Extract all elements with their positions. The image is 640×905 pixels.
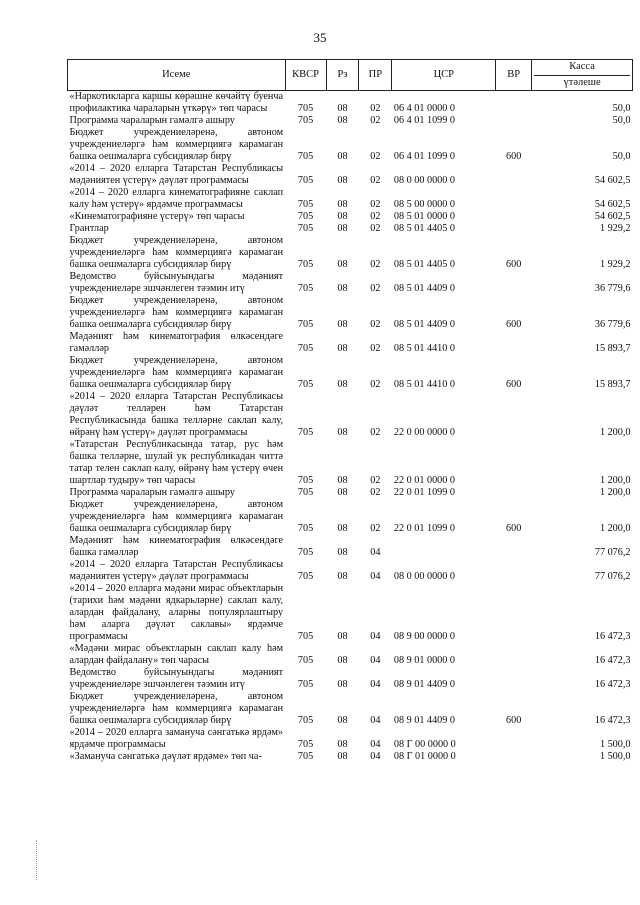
- cell-amount: 77 076,2: [594, 571, 631, 582]
- cell-name: Мәдәният һәм кинематография өлкәсендәге башка гамәлләр: [69, 535, 284, 558]
- cell-csr: [392, 535, 496, 559]
- cell-rz: 08: [337, 475, 348, 486]
- cell-name: Программа чараларын гамәлгә ашыру: [69, 115, 235, 126]
- cell-pr: 02: [370, 199, 381, 210]
- cell-vr: [496, 331, 532, 355]
- table-row: [68, 211, 633, 223]
- cell-vr: [496, 187, 532, 211]
- cell-csr: 08 5 01 4405 0: [393, 259, 455, 270]
- cell-csr: 06 4 01 1099 0: [393, 151, 455, 162]
- cell-vr: [496, 751, 532, 763]
- table-row: [68, 127, 633, 163]
- cell-pr: 02: [370, 259, 381, 270]
- cell-pr: 04: [370, 679, 381, 690]
- cell-rz: 08: [337, 211, 348, 222]
- cell-kvsr: 705: [297, 715, 314, 726]
- cell-pr: 04: [370, 631, 381, 642]
- cell-name: «2014 – 2020 елларга Татарстан Республикасы дәүләт телләрен һәм Татарстан Республикасында башка телләрне саклап калу, өйрәнү һәм үстерү» дәүләт программасы: [69, 391, 284, 438]
- cell-csr: 08 9 01 4409 0: [393, 679, 455, 690]
- cell-name: «Татарстан Республикасында татар, рус һәм башка телләрне, шулай ук республикадан читтә татар телен саклап калу, өйрәнү һәм үстерү өчен шартлар тудыру» төп чарасы: [69, 439, 284, 486]
- cell-rz: 08: [337, 283, 348, 294]
- cell-vr: 600: [506, 715, 522, 726]
- table-row: [68, 391, 633, 439]
- cell-pr: 02: [370, 103, 381, 114]
- cell-csr: 08 0 00 0000 0: [393, 175, 455, 186]
- table-row: [68, 583, 633, 643]
- cell-amount: 50,0: [612, 151, 631, 162]
- cell-vr: [496, 91, 532, 116]
- cell-vr: [496, 487, 532, 499]
- cell-name: «2014 – 2020 елларга Татарстан Республикасы мәдәниятен үстерү» дәүләт программасы: [69, 559, 284, 582]
- cell-pr: 02: [370, 475, 381, 486]
- table-row: [68, 751, 633, 763]
- cell-kvsr: 705: [297, 523, 314, 534]
- cell-vr: [496, 391, 532, 439]
- cell-pr: 02: [370, 487, 381, 498]
- cell-vr: [496, 223, 532, 235]
- cell-amount: 16 472,3: [594, 631, 631, 642]
- cell-rz: 08: [337, 379, 348, 390]
- cell-pr: 02: [370, 115, 381, 126]
- cell-rz: 08: [337, 199, 348, 210]
- cell-csr: 08 9 00 0000 0: [393, 631, 455, 642]
- cell-csr: 08 9 01 0000 0: [393, 655, 455, 666]
- cell-name: Мәдәният һәм кинематография өлкәсендәге гамәлләр: [69, 331, 284, 354]
- cell-csr: 06 4 01 1099 0: [393, 115, 455, 126]
- cell-kvsr: 705: [297, 475, 314, 486]
- cell-rz: 08: [337, 319, 348, 330]
- cell-name: «2014 – 2020 елларга Татарстан Республикасы мәдәниятен үстерү» дәүләт программасы: [69, 163, 284, 186]
- cell-kvsr: 705: [297, 175, 314, 186]
- table-row: [68, 499, 633, 535]
- cell-kvsr: 705: [297, 115, 314, 126]
- cell-rz: 08: [337, 523, 348, 534]
- cell-kvsr: 705: [297, 571, 314, 582]
- cell-kvsr: 705: [297, 487, 314, 498]
- cell-name: Бюджет учреждениеләренә, автоном учреждениеләргә һәм коммерциягә карамаган башка оешмаларга субсидияләр бирү: [69, 295, 284, 330]
- header-pr: ПР: [359, 60, 392, 91]
- cell-amount: 54 602,5: [594, 175, 631, 186]
- cell-amount: 50,0: [612, 103, 631, 114]
- cell-amount: 50,0: [612, 115, 631, 126]
- margin-mark: [36, 840, 38, 880]
- cell-rz: 08: [337, 715, 348, 726]
- table-row: [68, 163, 633, 187]
- header-csr: ЦСР: [392, 60, 496, 91]
- cell-vr: 600: [506, 379, 522, 390]
- cell-vr: 600: [506, 151, 522, 162]
- cell-name: Бюджет учреждениеләренә, автоном учреждениеләргә һәм коммерциягә карамаган башка оешмаларга субсидияләр бирү: [69, 235, 284, 270]
- cell-name: «2014 – 2020 елларга замануча сәнгатькә ярдәм» ярдәмче программасы: [69, 727, 284, 750]
- cell-amount: 1 929,2: [599, 223, 631, 234]
- cell-vr: 600: [506, 319, 522, 330]
- header-amount-line1: Касса: [569, 61, 595, 72]
- cell-pr: 04: [370, 739, 381, 750]
- cell-kvsr: 705: [297, 379, 314, 390]
- cell-vr: [496, 559, 532, 583]
- cell-rz: 08: [337, 487, 348, 498]
- cell-amount: 16 472,3: [594, 655, 631, 666]
- cell-vr: [496, 643, 532, 667]
- cell-name: Ведомство буйсынуындагы мәдәният учреждениеләре эшчәнлеген тәэмин итү: [69, 271, 284, 294]
- cell-csr: 22 0 01 0000 0: [393, 475, 455, 486]
- cell-kvsr: 705: [297, 655, 314, 666]
- table-row: [68, 727, 633, 751]
- cell-csr: 22 0 00 0000 0: [393, 427, 455, 438]
- header-row: [68, 60, 633, 91]
- cell-rz: 08: [337, 223, 348, 234]
- header-name: Исеме: [68, 60, 286, 91]
- table-row: [68, 331, 633, 355]
- cell-csr: 08 9 01 4409 0: [393, 715, 455, 726]
- cell-name: Ведомство буйсынуындагы мәдәният учреждениеләре эшчәнлеген тәэмин итү: [69, 667, 284, 690]
- table-row: [68, 439, 633, 487]
- cell-name: «2014 – 2020 елларга кинематографияне саклап калу һәм үстерү» ярдәмче программасы: [69, 187, 284, 210]
- cell-amount: 1 500,0: [599, 739, 631, 750]
- cell-amount: 1 200,0: [599, 427, 631, 438]
- cell-vr: [496, 727, 532, 751]
- cell-amount: 36 779,6: [594, 319, 631, 330]
- cell-name: Бюджет учреждениеләренә, автоном учреждениеләргә һәм коммерциягә карамаган башка оешмаларга субсидияләр бирү: [69, 691, 284, 726]
- cell-csr: 08 Г 00 0000 0: [393, 739, 456, 750]
- table-row: [68, 187, 633, 211]
- cell-rz: 08: [337, 739, 348, 750]
- cell-amount: 16 472,3: [594, 715, 631, 726]
- cell-vr: 600: [506, 259, 522, 270]
- cell-kvsr: 705: [297, 259, 314, 270]
- cell-name: Бюджет учреждениеләренә, автоном учреждениеләргә һәм коммерциягә карамаган башка оешмаларга субсидияләр бирү: [69, 499, 284, 534]
- cell-rz: 08: [337, 259, 348, 270]
- cell-pr: 04: [370, 715, 381, 726]
- cell-csr: 08 5 01 4410 0: [393, 379, 455, 390]
- table-row: [68, 271, 633, 295]
- cell-vr: [496, 439, 532, 487]
- cell-rz: 08: [337, 151, 348, 162]
- table-row: [68, 643, 633, 667]
- cell-amount: 77 076,2: [594, 547, 631, 558]
- cell-amount: 1 929,2: [599, 259, 631, 270]
- cell-kvsr: 705: [297, 343, 314, 354]
- cell-pr: 02: [370, 151, 381, 162]
- table-row: [68, 295, 633, 331]
- header-rz: Рз: [326, 60, 359, 91]
- cell-amount: 1 200,0: [599, 475, 631, 486]
- cell-csr: 08 5 01 4410 0: [393, 343, 455, 354]
- cell-kvsr: 705: [297, 319, 314, 330]
- table-row: [68, 535, 633, 559]
- cell-kvsr: 705: [297, 199, 314, 210]
- cell-name: Программа чараларын гамәлгә ашыру: [69, 487, 235, 498]
- cell-amount: 16 472,3: [594, 679, 631, 690]
- table-row: [68, 691, 633, 727]
- cell-pr: 04: [370, 547, 381, 558]
- cell-csr: 22 0 01 1099 0: [393, 487, 455, 498]
- header-amount: [532, 60, 633, 91]
- cell-name: «Кинематографияне үстерү» төп чарасы: [69, 211, 245, 222]
- cell-vr: [496, 211, 532, 223]
- table-row: [68, 355, 633, 391]
- cell-rz: 08: [337, 115, 348, 126]
- cell-rz: 08: [337, 547, 348, 558]
- budget-table: [67, 59, 633, 763]
- table-row: [68, 559, 633, 583]
- cell-kvsr: 705: [297, 631, 314, 642]
- table-row: [68, 115, 633, 127]
- cell-pr: 04: [370, 571, 381, 582]
- cell-csr: 08 5 00 0000 0: [393, 199, 455, 210]
- cell-name: Бюджет учреждениеләренә, автоном учреждениеләргә һәм коммерциягә карамаган башка оешмаларга субсидияләр бирү: [69, 127, 284, 162]
- table-body: [68, 91, 633, 764]
- cell-vr: [496, 535, 532, 559]
- table-row: [68, 91, 633, 116]
- cell-vr: [496, 115, 532, 127]
- cell-kvsr: 705: [297, 103, 314, 114]
- cell-pr: 02: [370, 343, 381, 354]
- cell-pr: 02: [370, 523, 381, 534]
- cell-amount: 1 200,0: [599, 523, 631, 534]
- table-row: [68, 235, 633, 271]
- cell-name: «Наркотикларга каршы көрәшне көчәйтү буенча профилактика чараларын үткәрү» төп чарасы: [69, 91, 284, 114]
- cell-pr: 04: [370, 751, 381, 762]
- cell-amount: 1 200,0: [599, 487, 631, 498]
- cell-kvsr: 705: [297, 283, 314, 294]
- header-amount-line2: үтәлеше: [534, 75, 630, 89]
- cell-vr: [496, 271, 532, 295]
- cell-pr: 02: [370, 175, 381, 186]
- cell-csr: 06 4 01 0000 0: [393, 103, 455, 114]
- cell-rz: 08: [337, 343, 348, 354]
- cell-rz: 08: [337, 679, 348, 690]
- cell-vr: [496, 583, 532, 643]
- cell-csr: 08 5 01 4409 0: [393, 283, 455, 294]
- cell-vr: [496, 163, 532, 187]
- cell-rz: 08: [337, 631, 348, 642]
- header-vr: ВР: [496, 60, 532, 91]
- cell-vr: [496, 667, 532, 691]
- cell-rz: 08: [337, 751, 348, 762]
- cell-kvsr: 705: [297, 739, 314, 750]
- cell-kvsr: 705: [297, 679, 314, 690]
- cell-csr: 08 0 00 0000 0: [393, 571, 455, 582]
- cell-csr: 08 5 01 0000 0: [393, 211, 455, 222]
- cell-rz: 08: [337, 175, 348, 186]
- cell-csr: 22 0 01 1099 0: [393, 523, 455, 534]
- page-number: 35: [313, 30, 327, 45]
- cell-name: «Замануча сәнгатькә дәүләт ярдәме» төп ча-: [69, 751, 262, 762]
- cell-pr: 04: [370, 655, 381, 666]
- table-row: [68, 223, 633, 235]
- cell-pr: 02: [370, 283, 381, 294]
- cell-kvsr: 705: [297, 211, 314, 222]
- cell-amount: 1 500,0: [599, 751, 631, 762]
- cell-name: «2014 – 2020 елларга мәдәни мирас объектларын (тарихи һәм мәдәни ядкарьләрне) саклап калу, алардан файдалану, аларны популярлаштыру һәм аларга дәүләт саклавы» ярдәмче программасы: [69, 583, 284, 642]
- cell-amount: 54 602,5: [594, 199, 631, 210]
- cell-kvsr: 705: [297, 427, 314, 438]
- table-row: [68, 487, 633, 499]
- cell-rz: 08: [337, 103, 348, 114]
- cell-amount: 54 602,5: [594, 211, 631, 222]
- cell-pr: 02: [370, 223, 381, 234]
- cell-name: Бюджет учреждениеләренә, автоном учреждениеләргә һәм коммерциягә карамаган башка оешмаларга субсидияләр бирү: [69, 355, 284, 390]
- cell-pr: 02: [370, 319, 381, 330]
- cell-name: Грантлар: [69, 223, 109, 234]
- cell-rz: 08: [337, 655, 348, 666]
- cell-amount: 15 893,7: [594, 379, 631, 390]
- cell-name: «Мәдәни мирас объектларын саклап калу һәм алардан файдалану» төп чарасы: [69, 643, 284, 666]
- cell-kvsr: 705: [297, 223, 314, 234]
- cell-csr: 08 5 01 4405 0: [393, 223, 455, 234]
- cell-csr: 08 Г 01 0000 0: [393, 751, 456, 762]
- cell-rz: 08: [337, 571, 348, 582]
- cell-kvsr: 705: [297, 751, 314, 762]
- cell-kvsr: 705: [297, 547, 314, 558]
- cell-amount: 36 779,6: [594, 283, 631, 294]
- cell-kvsr: 705: [297, 151, 314, 162]
- cell-pr: 02: [370, 211, 381, 222]
- cell-amount: 15 893,7: [594, 343, 631, 354]
- cell-vr: 600: [506, 523, 522, 534]
- cell-pr: 02: [370, 427, 381, 438]
- table-header: [68, 60, 633, 91]
- table-row: [68, 667, 633, 691]
- cell-rz: 08: [337, 427, 348, 438]
- header-kvsr: КВСР: [285, 60, 326, 91]
- cell-csr: 08 5 01 4409 0: [393, 319, 455, 330]
- cell-pr: 02: [370, 379, 381, 390]
